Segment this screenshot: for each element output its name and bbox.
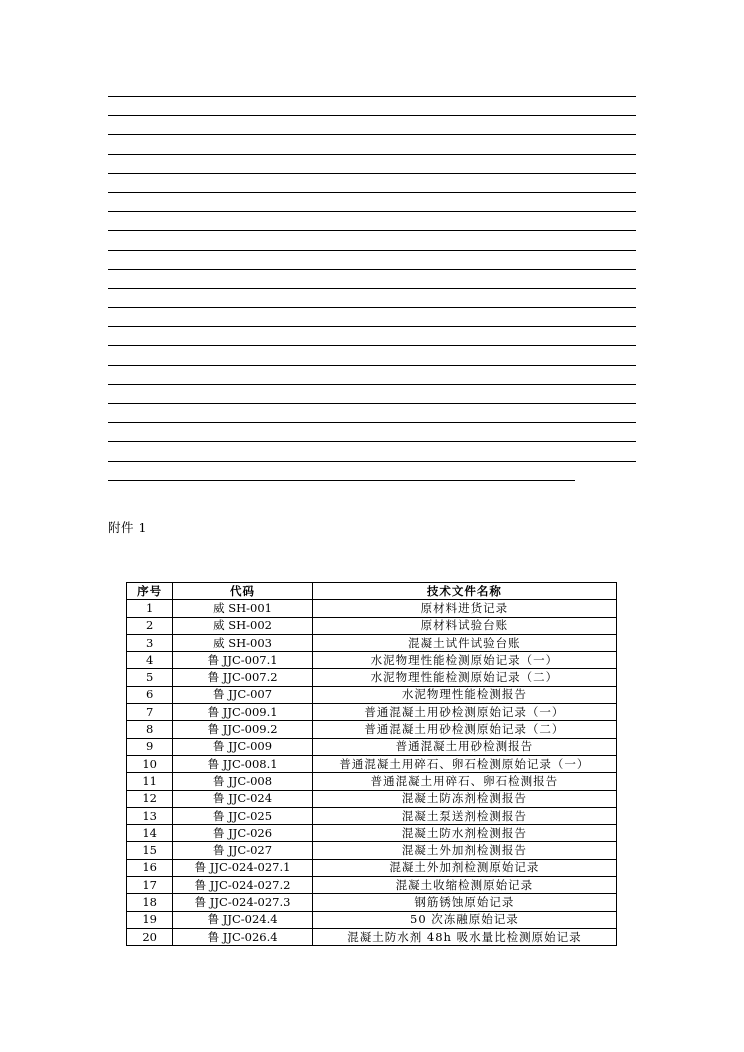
cell-name: 混凝土防水剂检测报告 [312,825,616,842]
rule-line [108,154,636,155]
technical-documents-table [126,582,617,946]
rule-line [108,365,636,366]
cell-code: 鲁 JJC-024-027.2 [173,877,313,894]
cell-code: 鲁 JJC-007.1 [173,652,313,669]
cell-no: 5 [127,669,173,686]
cell-name: 水泥物理性能检测原始记录（一） [312,652,616,669]
rule-line [108,307,636,308]
cell-name: 50 次冻融原始记录 [312,911,616,928]
table-row [127,790,617,807]
cell-name: 普通混凝土用砂检测报告 [312,738,616,755]
rule-line [108,345,636,346]
table-row [127,755,617,772]
rule-line [108,403,636,404]
table-row [127,825,617,842]
table-row [127,877,617,894]
cell-name: 混凝土外加剂检测原始记录 [312,859,616,876]
rule-line [108,326,636,327]
table-row [127,600,617,617]
cell-no: 9 [127,738,173,755]
table-row [127,634,617,651]
cell-name: 钢筋锈蚀原始记录 [312,894,616,911]
cell-code: 鲁 JJC-009.1 [173,704,313,721]
rule-line [108,192,636,193]
cell-name: 混凝土收缩检测原始记录 [312,877,616,894]
table-row [127,807,617,824]
cell-no: 13 [127,807,173,824]
cell-no: 14 [127,825,173,842]
rule-line-short [108,480,575,481]
cell-code: 威 SH-002 [173,617,313,634]
cell-no: 2 [127,617,173,634]
cell-no: 17 [127,877,173,894]
cell-name: 混凝土防水剂 48h 吸水量比检测原始记录 [312,928,616,945]
cell-no: 3 [127,634,173,651]
cell-code: 鲁 JJC-008 [173,773,313,790]
cell-code: 鲁 JJC-024.4 [173,911,313,928]
cell-name: 普通混凝土用碎石、卵石检测报告 [312,773,616,790]
cell-no: 11 [127,773,173,790]
cell-code: 鲁 JJC-007.2 [173,669,313,686]
rule-line [108,134,636,135]
cell-name: 原材料试验台账 [312,617,616,634]
cell-code: 威 SH-001 [173,600,313,617]
cell-code: 鲁 JJC-026 [173,825,313,842]
header-no: 序号 [127,583,173,600]
cell-code: 鲁 JJC-007 [173,686,313,703]
table-row [127,704,617,721]
attachment-label: 附件 1 [108,520,147,535]
cell-no: 19 [127,911,173,928]
cell-no: 6 [127,686,173,703]
cell-no: 1 [127,600,173,617]
table-row [127,928,617,945]
cell-code: 威 SH-003 [173,634,313,651]
cell-code: 鲁 JJC-027 [173,842,313,859]
cell-no: 20 [127,928,173,945]
cell-no: 8 [127,721,173,738]
rule-line [108,269,636,270]
cell-name: 混凝土试件试验台账 [312,634,616,651]
cell-name: 混凝土泵送剂检测报告 [312,807,616,824]
rule-line [108,441,636,442]
ruled-writing-lines [108,96,636,499]
cell-name: 普通混凝土用砂检测原始记录（一） [312,704,616,721]
rule-line [108,288,636,289]
rule-line [108,384,636,385]
cell-name: 原材料进货记录 [312,600,616,617]
cell-code: 鲁 JJC-024-027.1 [173,859,313,876]
cell-name: 水泥物理性能检测报告 [312,686,616,703]
cell-code: 鲁 JJC-025 [173,807,313,824]
cell-no: 10 [127,755,173,772]
cell-code: 鲁 JJC-009.2 [173,721,313,738]
cell-no: 7 [127,704,173,721]
rule-line [108,250,636,251]
cell-name: 普通混凝土用砂检测原始记录（二） [312,721,616,738]
table-row [127,686,617,703]
cell-no: 18 [127,894,173,911]
table-row [127,669,617,686]
cell-name: 混凝土防冻剂检测报告 [312,790,616,807]
cell-code: 鲁 JJC-024-027.3 [173,894,313,911]
rule-line [108,115,636,116]
cell-code: 鲁 JJC-009 [173,738,313,755]
rule-line [108,96,636,97]
table-row [127,773,617,790]
cell-no: 4 [127,652,173,669]
table-row [127,617,617,634]
cell-no: 15 [127,842,173,859]
table-row [127,738,617,755]
cell-name: 水泥物理性能检测原始记录（二） [312,669,616,686]
rule-line [108,173,636,174]
cell-name: 混凝土外加剂检测报告 [312,842,616,859]
table-row [127,911,617,928]
table-row [127,721,617,738]
cell-code: 鲁 JJC-026.4 [173,928,313,945]
rule-line [108,461,636,462]
table-row [127,652,617,669]
table-header-row [127,583,617,600]
cell-no: 16 [127,859,173,876]
rule-line [108,230,636,231]
header-code: 代码 [173,583,313,600]
rule-line [108,211,636,212]
rule-line [108,422,636,423]
cell-no: 12 [127,790,173,807]
cell-code: 鲁 JJC-008.1 [173,755,313,772]
table-row [127,859,617,876]
table-row [127,842,617,859]
cell-code: 鲁 JJC-024 [173,790,313,807]
table-row [127,894,617,911]
cell-name: 普通混凝土用碎石、卵石检测原始记录（一） [312,755,616,772]
header-name: 技术文件名称 [312,583,616,600]
